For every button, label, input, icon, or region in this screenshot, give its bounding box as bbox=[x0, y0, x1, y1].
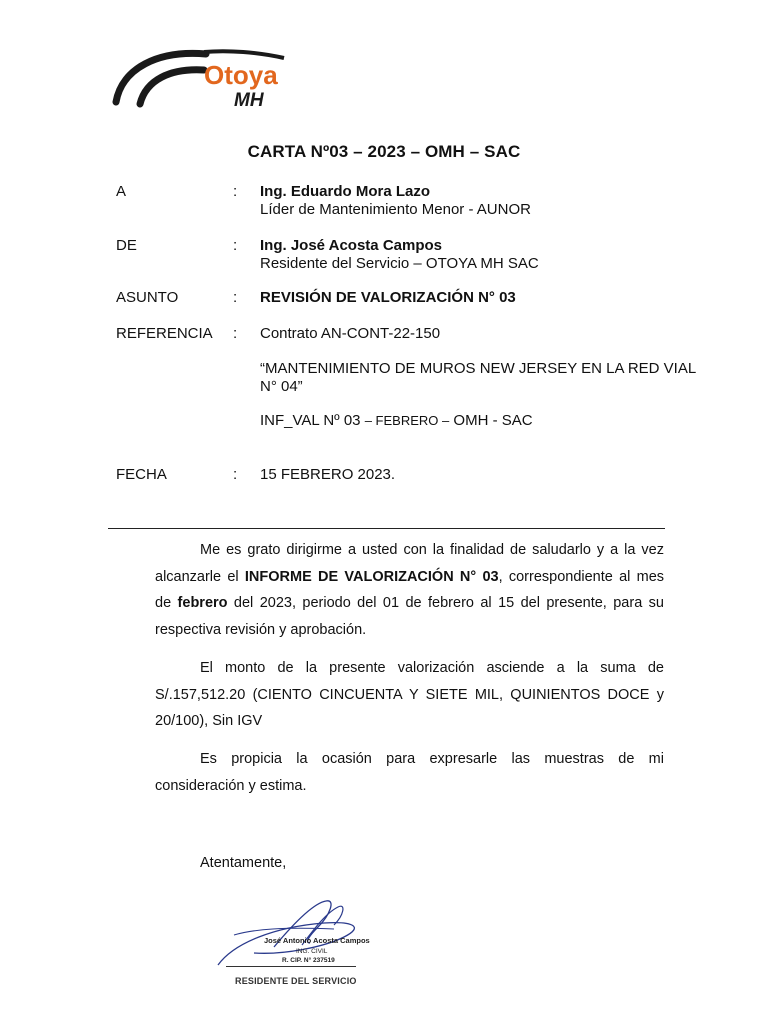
reference-report-company: OMH - SAC bbox=[453, 412, 533, 429]
body-paragraph-2 bbox=[155, 655, 664, 735]
reference-report-month: – FEBRERO – bbox=[364, 413, 450, 428]
body-paragraph-1 bbox=[155, 537, 664, 643]
signature-line bbox=[226, 966, 356, 967]
date-value: 15 FEBRERO 2023. bbox=[260, 466, 396, 483]
p1-report-name: INFORME DE VALORIZACIÓN N° 03 bbox=[244, 568, 499, 585]
p1-text-a: Me es grato dirigirme a usted con la finalidad de saludarlo y a la vez alcanzarle el bbox=[155, 542, 664, 585]
p2-text: El monto de la presente valorización asciende a la suma de S/.157,512.20 (CIENTO CINCUENTA Y SIETE MIL, QUINIENTOS DOCE y 20/100), Sin IGV bbox=[155, 660, 664, 729]
p1-text-e: del 2023, periodo del 01 de febrero al 15 del presente, para su respectiva revisión y aprobación. bbox=[155, 595, 664, 638]
reference-report bbox=[260, 412, 696, 430]
subject-value: REVISIÓN DE VALORIZACIÓN N° 03 bbox=[260, 289, 516, 306]
company-logo bbox=[108, 40, 288, 114]
header-label-reference: REFERENCIA bbox=[116, 325, 213, 342]
header-colon: : bbox=[233, 183, 238, 200]
body-paragraph-3 bbox=[155, 746, 664, 799]
closing bbox=[155, 850, 664, 877]
p3-text: Es propicia la ocasión para expresarle las muestras de mi consideración y estima. bbox=[155, 751, 664, 794]
p1-month: febrero bbox=[177, 595, 228, 611]
stamp-title: ING. CIVIL bbox=[296, 948, 328, 955]
recipient-name: Ing. Eduardo Mora Lazo bbox=[260, 183, 431, 200]
header-label-from: DE bbox=[116, 237, 137, 254]
recipient-role: Líder de Mantenimiento Menor - AUNOR bbox=[260, 201, 531, 218]
reference-report-id: INF_VAL Nº 03 bbox=[260, 412, 361, 429]
reference-project-line1: “MANTENIMIENTO DE MUROS NEW JERSEY EN LA RED VIAL bbox=[260, 360, 697, 377]
header-label-subject: ASUNTO bbox=[116, 289, 179, 306]
logo-wordmark: Otoya bbox=[204, 60, 278, 90]
letter-title: CARTA Nº03 – 2023 – OMH – SAC bbox=[247, 142, 521, 161]
reference-contract: Contrato AN-CONT-22-150 bbox=[260, 325, 441, 342]
header-label-date: FECHA bbox=[116, 466, 167, 483]
signature-caption: RESIDENTE DEL SERVICIO bbox=[235, 976, 357, 986]
header-colon: : bbox=[233, 289, 238, 306]
stamp-name: José Antonio Acosta Campos bbox=[264, 936, 370, 945]
logo-sub: MH bbox=[234, 90, 264, 111]
stamp-reg: R. CIP. N° 237519 bbox=[282, 957, 335, 964]
header-colon: : bbox=[233, 325, 238, 342]
header-divider bbox=[108, 528, 665, 529]
p1-text-c: , correspondiente al mes de bbox=[155, 568, 665, 611]
header-colon: : bbox=[233, 466, 238, 483]
sender-role: Residente del Servicio – OTOYA MH SAC bbox=[260, 255, 539, 272]
header-colon: : bbox=[233, 237, 238, 254]
header-label-to: A bbox=[116, 183, 127, 200]
closing-text: Atentamente, bbox=[200, 855, 287, 871]
reference-project-line2: N° 04” bbox=[260, 378, 303, 395]
sender-name: Ing. José Acosta Campos bbox=[260, 237, 442, 254]
signature-stamp bbox=[214, 893, 374, 973]
